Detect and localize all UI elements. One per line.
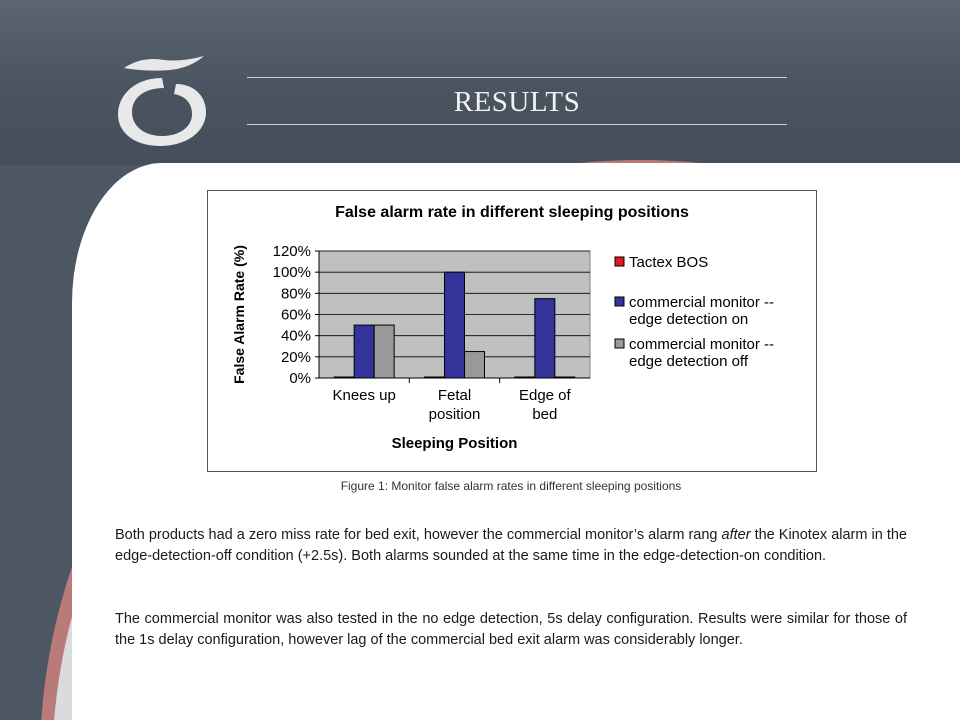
x-tick-label: Edge of xyxy=(518,387,571,404)
body-paragraph-1-part-b: the Kinotex alarm in the edge-detection-off condition (+2.5s). Both alarms sounded at the same time in the edge-detection-on condition. xyxy=(115,527,907,564)
slide-title: RESULTS xyxy=(453,86,581,118)
bar xyxy=(465,352,485,378)
figure-caption: Figure 1: Monitor false alarm rates in different sleeping positions xyxy=(340,479,682,493)
y-tick-label: 120% xyxy=(272,243,311,260)
body-paragraph-1-emphasis: after xyxy=(721,527,751,543)
chart-container xyxy=(207,190,817,472)
bar xyxy=(334,377,354,378)
bar-chart xyxy=(208,191,816,471)
legend-swatch xyxy=(615,339,624,348)
body-paragraph-2: The commercial monitor was also tested in the no edge detection, 5s delay configuration. Results were similar for those of the 1s delay configuration, however lag of the commercial bed exit alarm was considerably longer. xyxy=(115,611,907,648)
body-paragraph-1 xyxy=(115,525,907,567)
bar xyxy=(515,377,535,378)
x-tick-label: Knees up xyxy=(332,387,396,404)
x-tick-label: position xyxy=(428,406,481,423)
x-axis-label: Sleeping Position xyxy=(391,435,518,452)
y-tick-label: 40% xyxy=(280,327,311,345)
title-rule-bottom xyxy=(247,124,787,125)
chart-title: False alarm rate in different sleeping positions xyxy=(335,204,689,221)
x-tick-label: Fetal xyxy=(437,387,472,404)
legend-label: commercial monitor -- xyxy=(629,294,775,311)
bar xyxy=(535,299,555,378)
logo-icon xyxy=(112,52,212,148)
y-axis-label: False Alarm Rate (%) xyxy=(231,245,247,384)
bar xyxy=(425,377,445,378)
title-rule-top xyxy=(247,77,787,78)
legend-label: edge detection on xyxy=(629,311,749,328)
legend-label: commercial monitor -- xyxy=(629,336,775,353)
y-tick-label: 20% xyxy=(280,348,311,366)
y-tick-label: 60% xyxy=(280,306,311,324)
legend-label: Tactex BOS xyxy=(629,254,709,271)
legend-swatch xyxy=(615,257,624,266)
bar xyxy=(374,325,394,378)
y-tick-label: 0% xyxy=(289,370,311,387)
bar xyxy=(445,272,465,378)
legend-swatch xyxy=(615,297,624,306)
legend-label: edge detection off xyxy=(629,353,748,370)
y-tick-label: 100% xyxy=(272,264,311,282)
body-paragraph-1-part-a: Both products had a zero miss rate for bed exit, however the commercial monitor’s alarm rang xyxy=(115,527,722,543)
bar xyxy=(555,377,575,378)
x-tick-label: bed xyxy=(532,406,558,423)
bar xyxy=(354,325,374,378)
y-tick-label: 80% xyxy=(280,285,311,303)
